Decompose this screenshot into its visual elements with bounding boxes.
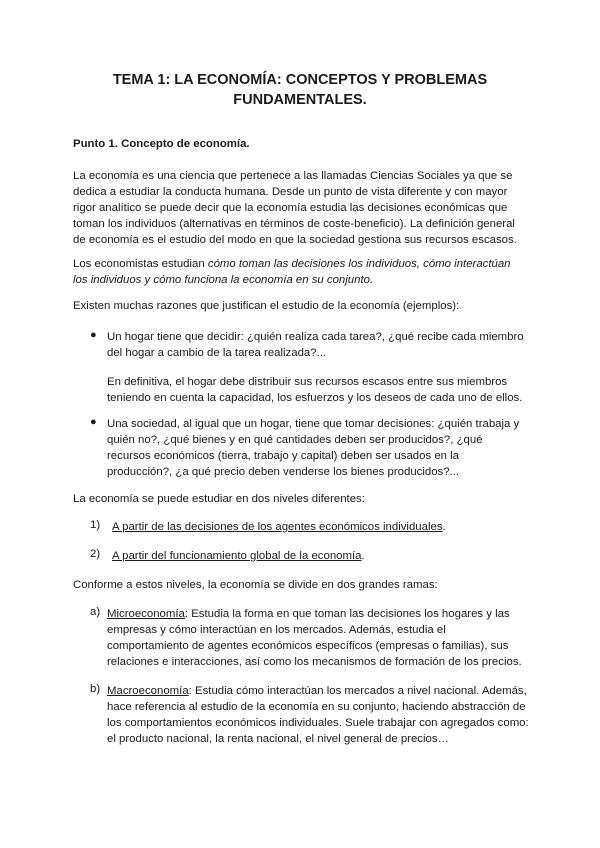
branch-microeconomics <box>107 606 529 670</box>
level-item-end: . <box>361 550 365 562</box>
bullet-marker: ● <box>90 416 97 428</box>
title-line-2: FUNDAMENTALES. <box>233 92 367 108</box>
branch-macroeconomics <box>107 683 529 747</box>
paragraph-levels: La economía se puede estudiar en dos niveles diferentes: <box>73 493 365 505</box>
document-title <box>60 70 540 110</box>
branch-macroeconomics-text: : Estudia cómo interactúan los mercados a nivel nacional. Además, hace referencia al estudio de la economía en su conjunto, haciendo abstracción de los comportamientos económicos individuales. Suele trabajar con agregados como: el producto nacional, la renta nacional, el nivel general de precios… <box>107 685 529 745</box>
list-letter: b) <box>90 683 101 695</box>
paragraph-economists <box>73 256 528 288</box>
paragraph-definition: La economía es una ciencia que pertenece a las llamadas Ciencias Sociales ya que se dedica a estudiar la conducta humana. Desde un punto de vista diferente y con mayor rigor analítico se puede decir que la economía estudia las decisiones económicas que toman los individuos (alternativas en términos de coste-beneficio). La definición general de economía es el estudio del modo en que la sociedad gestiona sus recursos escasos. <box>73 170 517 246</box>
level-item-individual <box>112 519 532 535</box>
level-item-global <box>112 548 532 564</box>
bullet-item-household: Un hogar tiene que decidir: ¿quién realiza cada tarea?, ¿qué recibe cada miembro del hogar a cambio de la tarea realizada?... <box>107 331 524 359</box>
term-macroeconomics: Macroeconomía <box>107 685 189 697</box>
title-line-1: TEMA 1: LA ECONOMÍA: CONCEPTOS Y PROBLEMAS <box>112 72 488 88</box>
list-letter: a) <box>90 606 101 618</box>
level-item-individual-text: A partir de las decisiones de los agentes económicos individuales <box>112 521 443 533</box>
branch-microeconomics-text: : Estudia la forma en que toman las decisiones los hogares y las empresas y cómo interactúan en los mercados. Además, estudia el comportamiento de agentes económicos específicos (empresas o familias), sus relaciones e interacciones, así como los mecanismos de formación de los precios. <box>107 608 522 668</box>
level-item-end: . <box>442 521 446 533</box>
paragraph-branches: Conforme a estos niveles, la economía se divide en dos grandes ramas: <box>73 579 438 591</box>
term-microeconomics: Microeconomía <box>107 608 185 620</box>
bullet-item-household-followup: En definitiva, el hogar debe distribuir sus recursos escasos entre sus miembros teniendo en cuenta la capacidad, los esfuerzos y los deseos de cada uno de ellos. <box>107 376 523 404</box>
paragraph-economists-prefix: Los economistas estudian <box>73 258 208 270</box>
level-item-global-text: A partir del funcionamiento global de la economía <box>112 550 362 562</box>
paragraph-reasons: Existen muchas razones que justifican el estudio de la economía (ejemplos): <box>73 300 460 312</box>
section-heading: Punto 1. Concepto de economía. <box>73 138 250 150</box>
paragraph-economists-italic: cómo toman las decisiones los individuos, cómo interactúan los individuos y cómo funciona la economía en su conjunto. <box>73 258 511 286</box>
list-number: 2) <box>90 548 101 560</box>
list-number: 1) <box>90 519 101 531</box>
bullet-marker: ● <box>90 329 97 341</box>
bullet-item-society: Una sociedad, al igual que un hogar, tiene que tomar decisiones: ¿quién trabaja y quién no?, ¿qué bienes y en qué cantidades deben ser producidos?, ¿qué recursos económicos (tierra, trabajo y capital) deben ser usados en la producción?, ¿a qué precio deben venderse los bienes producidos?... <box>107 418 520 478</box>
